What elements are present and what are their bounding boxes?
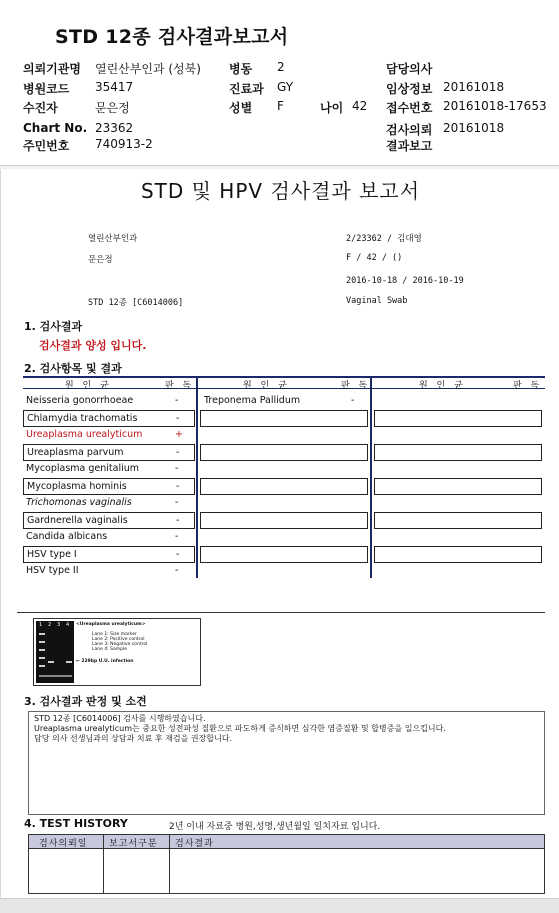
organism-result: - [351,395,355,406]
organism-result: - [175,463,179,474]
col3-judgement-header: 판 독 [513,381,543,391]
col3-organism-header: 원 인 균 [419,381,466,391]
positive-result-text: 검사결과 양성 입니다. [39,339,147,352]
organism-result: - [175,531,179,542]
organism-name: Chlamydia trachomatis [27,413,138,424]
organism-result: - [176,481,180,492]
gel-image [33,618,201,686]
empty-cell [200,478,368,495]
opinion-line: 담당 의사 선생님과의 상담과 치료 후 재검을 권장합니다. [34,734,233,743]
col2-judgement-header: 판 독 [341,381,371,391]
empty-cell [374,478,542,495]
sex-label: 성별 [229,101,253,115]
gel-photo [36,621,74,683]
table-head-col3 [371,376,545,389]
request-value: 20161018 [443,121,505,135]
table-row [23,444,195,461]
organism-result: - [176,549,180,560]
page-title: STD 12종 검사결과보고서 [55,26,289,48]
age-label: 나이 [320,101,344,115]
history-col-header: 보고서구분 [109,839,158,849]
info-clinic: 열린산부인과 [88,234,138,244]
info-id-doctor: 2/23362 / 김대영 [346,234,422,244]
organism-result: - [175,497,179,508]
chart-label: Chart No. [23,121,88,135]
gel-band [66,661,72,663]
gel-legend-item: Lane 1: Size marker [92,632,137,637]
gel-band-label: ← 229bp U.U. infection [76,659,134,664]
empty-cell [200,410,368,427]
history-col-divider [103,835,104,893]
institution-label: 의뢰기관명 [23,62,81,76]
report-header [0,0,559,166]
table-row [23,478,195,495]
opinion-box [28,711,545,815]
opinion-line: Ureaplasma urealyticum는 중요한 성전파성 질환으로 파도하게 증식하면 심각한 염증질환 및 합병증을 일으킵니다. [34,724,446,733]
info-test-code: STD 12종 [C6014006] [88,298,184,308]
organism-result: - [176,413,180,424]
hospital-code-value: 35417 [95,80,134,94]
clinical-value: 20161018 [443,80,505,94]
gel-band [39,657,45,659]
hospital-code-label: 병원코드 [23,82,70,96]
gel-title: <Ureaplasma urealyticum> [76,622,146,627]
dept-label: 진료과 [229,82,264,96]
organism-result: - [175,395,179,406]
column-divider [196,376,198,578]
empty-cell [374,444,542,461]
empty-cell [374,512,542,529]
clinical-label: 임상정보 [386,82,433,96]
organism-result: - [175,565,179,576]
result-report-label: 결과보고 [386,139,433,153]
organism-name: Trichomonas vaginalis [26,497,132,508]
rrn-label: 주민번호 [23,139,70,153]
info-dates: 2016-10-18 / 2016-10-19 [346,276,464,286]
organism-name: Neisseria gonorrhoeae [26,395,134,406]
ward-value: 2 [277,60,285,74]
doctor-label: 담당의사 [386,62,433,76]
info-sex-age: F / 42 / () [346,253,403,263]
table-row [23,461,195,478]
organism-table [23,376,545,578]
organism-name: Mycoplasma genitalium [26,463,140,474]
patient-label: 수진자 [23,101,58,115]
table-row [23,529,195,546]
organism-result: + [175,429,183,440]
empty-cell [374,546,542,563]
receipt-label: 접수번호 [386,101,433,115]
table-row [23,546,195,563]
table-row [23,512,195,529]
table-row [23,410,195,427]
sex-value: F [277,99,284,113]
col1-organism-header: 원 인 균 [65,381,112,391]
history-header-row [29,835,544,849]
bottom-bar [0,898,559,913]
column-divider [370,376,372,578]
organism-name: HSV type I [27,549,77,560]
table-row [23,563,195,580]
info-patient: 문은정 [88,255,113,265]
gel-legend-item: Lane 4: Sample [92,647,127,652]
section1-heading: 1. 검사결과 [24,320,83,333]
ward-label: 병동 [229,62,253,76]
gel-band [39,641,45,643]
empty-cell [374,410,542,427]
lane-number: 3 [57,622,61,628]
table-row [23,393,195,410]
request-label: 검사의뢰 [386,123,433,137]
empty-cell [200,444,368,461]
lane-number: 4 [66,622,70,628]
test-history-table [28,834,545,894]
table-head-col1 [23,376,197,389]
patient-value: 문은정 [95,101,130,115]
organism-name: Mycoplasma hominis [27,481,127,492]
organism-name: Ureaplasma urealyticum [26,429,143,440]
organism-name: Ureaplasma parvum [27,447,124,458]
col2-organism-header: 원 인 균 [243,381,290,391]
organism-name: Gardnerella vaginalis [27,515,128,526]
age-value: 42 [352,99,368,113]
history-col-header: 검사결과 [175,839,214,849]
organism-name: Candida albicans [26,531,108,542]
organism-result: - [176,515,180,526]
section3-heading: 3. 검사결과 판정 및 소견 [24,695,147,708]
organism-name: Treponema Pallidum [204,395,301,406]
receipt-value: 20161018-17653 [443,99,547,113]
report-title: STD 및 HPV 검사결과 보고서 [140,179,421,203]
institution-value: 열린산부인과 (성북) [95,62,201,76]
dept-value: GY [277,80,294,94]
opinion-line: STD 12종 [C6014006] 검사를 시행하였습니다. [34,714,206,723]
gel-legend-item: Lane 2: Positive control [92,637,145,642]
info-specimen: Vaginal Swab [346,296,408,306]
gel-band [39,633,45,635]
divider [17,612,545,613]
empty-cell [200,546,368,563]
lane-number: 1 [39,622,43,628]
table-row-positive [23,427,195,444]
gel-band [39,665,45,667]
section4-heading: 4. TEST HISTORY [24,817,128,830]
history-note: 2년 이내 자료중 병원,성명,생년월일 일치자료 입니다. [169,822,381,832]
organism-result: - [176,447,180,458]
section2-heading: 2. 검사항목 및 결과 [24,362,122,375]
organism-name: HSV type II [26,565,79,576]
gel-band [48,661,54,663]
report-paper [0,169,559,913]
gel-legend-item: Lane 3: Negative control [92,642,148,647]
gel-band [39,675,72,677]
chart-value: 23362 [95,121,134,135]
table-row [23,495,195,512]
lane-number: 2 [48,622,52,628]
history-col-header: 검사의뢰일 [39,839,88,849]
rrn-value: 740913-2 [95,137,153,151]
history-col-divider [169,835,170,893]
gel-band [39,649,45,651]
table-head-col2 [197,376,371,389]
table-row [201,393,369,410]
empty-cell [200,512,368,529]
col1-judgement-header: 판 독 [165,381,195,391]
